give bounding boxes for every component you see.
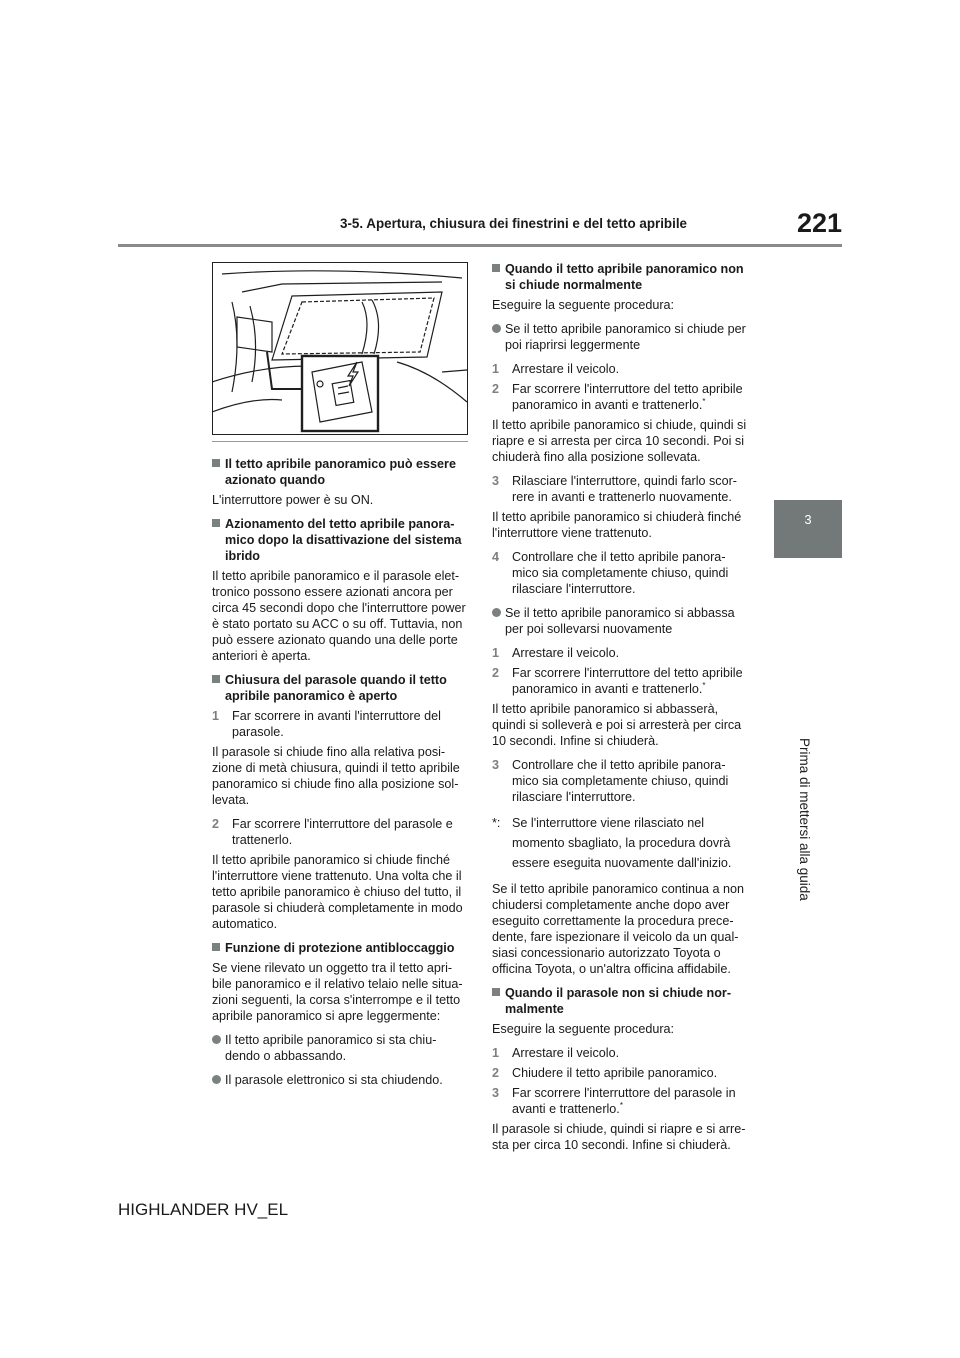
bullet-item: Il parasole elettronico si sta chiudendo. [212, 1072, 467, 1088]
footnote-mark: * [619, 1100, 623, 1110]
step-item [492, 381, 747, 413]
step-text: Arrestare il veicolo. [512, 1046, 620, 1060]
step-text: Controllare che il tetto apribile panora-mico sia completamente chiuso, quindi rilasciare l'interruttore. [512, 550, 729, 596]
paragraph: Il parasole si chiude fino alla relativa posi-zione di metà chiusura, quindi il tetto apribile panoramico si chiude fino alla posizione sol-levata. [212, 745, 460, 807]
paragraph: Se viene rilevato un oggetto tra il tetto apri-bile panoramico e il relativo telaio nelle situa-zioni seguenti, la corsa s'interrompe e il tetto apribile panoramico si apre leggermente: [212, 961, 463, 1023]
paragraph: Eseguire la seguente procedura: [492, 1022, 675, 1036]
step-number: 2 [492, 666, 500, 680]
bullet-item: Se il tetto apribile panoramico si abbassa per poi sollevarsi nuovamente [492, 605, 747, 637]
step-text: Arrestare il veicolo. [512, 362, 620, 376]
step-text: Chiudere il tetto apribile panoramico. [512, 1066, 718, 1080]
left-column [212, 450, 467, 1096]
header-divider [118, 244, 842, 247]
paragraph: Il tetto apribile panoramico si chiude, quindi si riapre e si arresta per circa 10 secondi. Poi si chiuderà fino alla posizione sollevata. [492, 418, 747, 464]
heading-roof-not-closing: Quando il tetto apribile panoramico non si chiude normalmente [492, 261, 747, 293]
step-number: 1 [492, 646, 500, 660]
step-text: Far scorrere l'interruttore del parasole in avanti e trattenerlo. [512, 1086, 736, 1116]
chapter-label [796, 570, 816, 901]
step-number: 3 [492, 1086, 500, 1100]
chapter-number: 3 [804, 512, 812, 527]
heading-sunshade-not-closing: Quando il parasole non si chiude nor-malmente [492, 985, 747, 1017]
step-item [492, 1045, 747, 1061]
step-item [492, 757, 747, 805]
step-text: Rilasciare l'interruttore, quindi farlo scor-rere in avanti e trattenerlo nuovamente. [512, 474, 737, 504]
footnote-text: Se l'interruttore viene rilasciato nel momento sbagliato, la procedura dovrà essere eseguita nuovamente dall'inizio. [512, 816, 732, 870]
sunroof-illustration [212, 262, 468, 435]
step-number: 1 [212, 709, 220, 723]
step-item [492, 549, 747, 597]
bullet-item: Se il tetto apribile panoramico si chiude per poi riaprirsi leggermente [492, 321, 747, 353]
step-text: Far scorrere l'interruttore del parasole e trattenerlo. [232, 817, 453, 847]
chapter-tab [774, 500, 842, 558]
step-number: 1 [492, 1046, 500, 1060]
heading-close-sunshade: Chiusura del parasole quando il tetto apribile panoramico è aperto [212, 672, 467, 704]
paragraph: Il tetto apribile panoramico si chiuderà finché l'interruttore viene trattenuto. [492, 510, 742, 540]
step-item [492, 1085, 747, 1117]
step-item [492, 473, 747, 505]
right-column [492, 255, 747, 1161]
footnote-mark: * [702, 680, 706, 690]
chapter-label-text: Prima di mettersi alla guida [797, 738, 812, 901]
paragraph: Il tetto apribile panoramico si abbasserà, quindi si solleverà e poi si arresterà per circa 10 secondi. Infine si chiuderà. [492, 702, 742, 748]
step-item [492, 665, 747, 697]
paragraph: L'interruttore power è su ON. [212, 493, 374, 507]
step-item [212, 708, 467, 740]
section-title: 3-5. Apertura, chiusura dei finestrini e del tetto apribile [340, 216, 687, 231]
paragraph: Il parasole si chiude, quindi si riapre e si arre-sta per circa 10 secondi. Infine si chiuderà. [492, 1122, 746, 1152]
step-text: Far scorrere l'interruttore del tetto apribile panoramico in avanti e trattenerlo. [512, 666, 743, 696]
step-number: 3 [492, 758, 500, 772]
step-number: 2 [492, 1066, 500, 1080]
step-number: 2 [212, 817, 220, 831]
step-item [492, 645, 747, 661]
paragraph: Se il tetto apribile panoramico continua a non chiudersi completamente anche dopo aver eseguito correttamente la procedura prece-dente, fare ispezionare il veicolo da un qual-siasi concessionario autorizzato Toyota o officina Toyota, o un'altra officina affidabile. [492, 882, 745, 976]
footnote [492, 813, 747, 873]
step-text: Arrestare il veicolo. [512, 646, 620, 660]
step-text: Far scorrere l'interruttore del tetto apribile panoramico in avanti e trattenerlo. [512, 382, 743, 412]
step-number: 1 [492, 362, 500, 376]
step-text: Far scorrere in avanti l'interruttore del parasole. [232, 709, 441, 739]
paragraph: Eseguire la seguente procedura: [492, 298, 675, 312]
step-number: 4 [492, 550, 500, 564]
paragraph: Il tetto apribile panoramico e il parasole elet-tronico possono essere azionati ancora per circa 45 secondi dopo che l'interruttore power è stato portato su ACC o su off. Tuttavia, non può essere azionato quando una delle porte anteriori è aperta. [212, 569, 466, 663]
step-text: Controllare che il tetto apribile panora-mico sia completamente chiuso, quindi rilasciare l'interruttore. [512, 758, 729, 804]
step-item [492, 361, 747, 377]
step-number: 3 [492, 474, 500, 488]
heading-operation-condition: Il tetto apribile panoramico può essere azionato quando [212, 456, 467, 488]
step-number: 2 [492, 382, 500, 396]
step-item [492, 1065, 747, 1081]
manual-footer: HIGHLANDER HV_EL [118, 1200, 289, 1219]
heading-jam-protection: Funzione di protezione antibloccaggio [212, 940, 467, 956]
footnote-mark: * [702, 396, 706, 406]
heading-after-hybrid-off: Azionamento del tetto apribile panora-mico dopo la disattivazione del sistema ibrido [212, 516, 467, 564]
paragraph: Il tetto apribile panoramico si chiude finché l'interruttore viene trattenuto. Una volta che il tetto apribile panoramico è chiuso del tutto, il parasole si chiuderà completamente in modo automatico. [212, 853, 463, 931]
step-item [212, 816, 467, 848]
bullet-item: Il tetto apribile panoramico si sta chiu-dendo o abbassando. [212, 1032, 467, 1064]
footnote-marker: *: [492, 816, 501, 830]
page-number: 221 [796, 208, 842, 238]
figure-divider [212, 441, 468, 442]
